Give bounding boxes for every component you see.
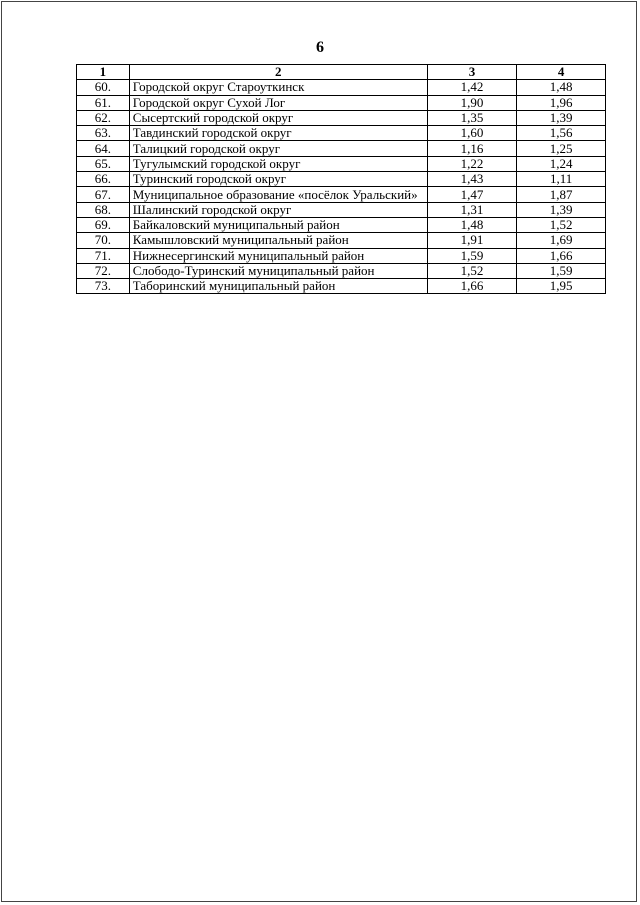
row-number-cell: 67. (77, 187, 130, 202)
municipality-name-cell: Тавдинский городской округ (129, 126, 427, 141)
municipality-name-cell: Слободо-Туринский муниципальный район (129, 263, 427, 278)
value-col4-cell: 1,48 (517, 80, 606, 95)
value-col3-cell: 1,42 (427, 80, 517, 95)
table-body (77, 65, 606, 294)
value-col3-cell: 1,90 (427, 95, 517, 110)
row-number-cell: 60. (77, 80, 130, 95)
table-row (77, 202, 606, 217)
value-col4-cell: 1,87 (517, 187, 606, 202)
row-number-cell: 61. (77, 95, 130, 110)
data-table (76, 64, 606, 294)
table-row (77, 263, 606, 278)
row-number-cell: 72. (77, 263, 130, 278)
value-col3-cell: 1,59 (427, 248, 517, 263)
value-col4-cell: 1,52 (517, 217, 606, 232)
value-col3-cell: 1,43 (427, 172, 517, 187)
table-row (77, 233, 606, 248)
municipality-name-cell: Камышловский муниципальный район (129, 233, 427, 248)
header-cell-2: 2 (129, 65, 427, 80)
value-col3-cell: 1,35 (427, 110, 517, 125)
header-cell-3: 3 (427, 65, 517, 80)
municipality-name-cell: Муниципальное образование «посёлок Уральский» (129, 187, 427, 202)
value-col4-cell: 1,69 (517, 233, 606, 248)
table-row (77, 110, 606, 125)
municipality-name-cell: Талицкий городской округ (129, 141, 427, 156)
value-col3-cell: 1,60 (427, 126, 517, 141)
table-row (77, 187, 606, 202)
table-row (77, 80, 606, 95)
header-cell-4: 4 (517, 65, 606, 80)
municipality-name-cell: Нижнесергинский муниципальный район (129, 248, 427, 263)
value-col3-cell: 1,31 (427, 202, 517, 217)
table-row (77, 126, 606, 141)
municipality-name-cell: Туринский городской округ (129, 172, 427, 187)
row-number-cell: 68. (77, 202, 130, 217)
row-number-cell: 62. (77, 110, 130, 125)
row-number-cell: 65. (77, 156, 130, 171)
municipality-name-cell: Таборинский муниципальный район (129, 279, 427, 294)
value-col3-cell: 1,48 (427, 217, 517, 232)
value-col4-cell: 1,95 (517, 279, 606, 294)
value-col3-cell: 1,66 (427, 279, 517, 294)
page-number: 6 (316, 39, 324, 56)
row-number-cell: 70. (77, 233, 130, 248)
value-col4-cell: 1,24 (517, 156, 606, 171)
value-col3-cell: 1,22 (427, 156, 517, 171)
value-col4-cell: 1,66 (517, 248, 606, 263)
value-col4-cell: 1,96 (517, 95, 606, 110)
municipality-name-cell: Байкаловский муниципальный район (129, 217, 427, 232)
value-col4-cell: 1,11 (517, 172, 606, 187)
row-number-cell: 64. (77, 141, 130, 156)
value-col3-cell: 1,52 (427, 263, 517, 278)
table-row (77, 248, 606, 263)
table-row (77, 279, 606, 294)
row-number-cell: 63. (77, 126, 130, 141)
table-header-row (77, 65, 606, 80)
municipality-name-cell: Тугулымский городской округ (129, 156, 427, 171)
value-col4-cell: 1,39 (517, 202, 606, 217)
value-col4-cell: 1,25 (517, 141, 606, 156)
value-col4-cell: 1,59 (517, 263, 606, 278)
table-row (77, 217, 606, 232)
row-number-cell: 71. (77, 248, 130, 263)
row-number-cell: 73. (77, 279, 130, 294)
municipality-name-cell: Сысертский городской округ (129, 110, 427, 125)
row-number-cell: 69. (77, 217, 130, 232)
value-col3-cell: 1,91 (427, 233, 517, 248)
value-col3-cell: 1,47 (427, 187, 517, 202)
municipality-name-cell: Городской округ Староуткинск (129, 80, 427, 95)
value-col4-cell: 1,39 (517, 110, 606, 125)
table-row (77, 141, 606, 156)
value-col4-cell: 1,56 (517, 126, 606, 141)
municipality-name-cell: Городской округ Сухой Лог (129, 95, 427, 110)
table-row (77, 172, 606, 187)
table-row (77, 95, 606, 110)
row-number-cell: 66. (77, 172, 130, 187)
value-col3-cell: 1,16 (427, 141, 517, 156)
municipality-name-cell: Шалинский городской округ (129, 202, 427, 217)
table-row (77, 156, 606, 171)
header-cell-1: 1 (77, 65, 130, 80)
